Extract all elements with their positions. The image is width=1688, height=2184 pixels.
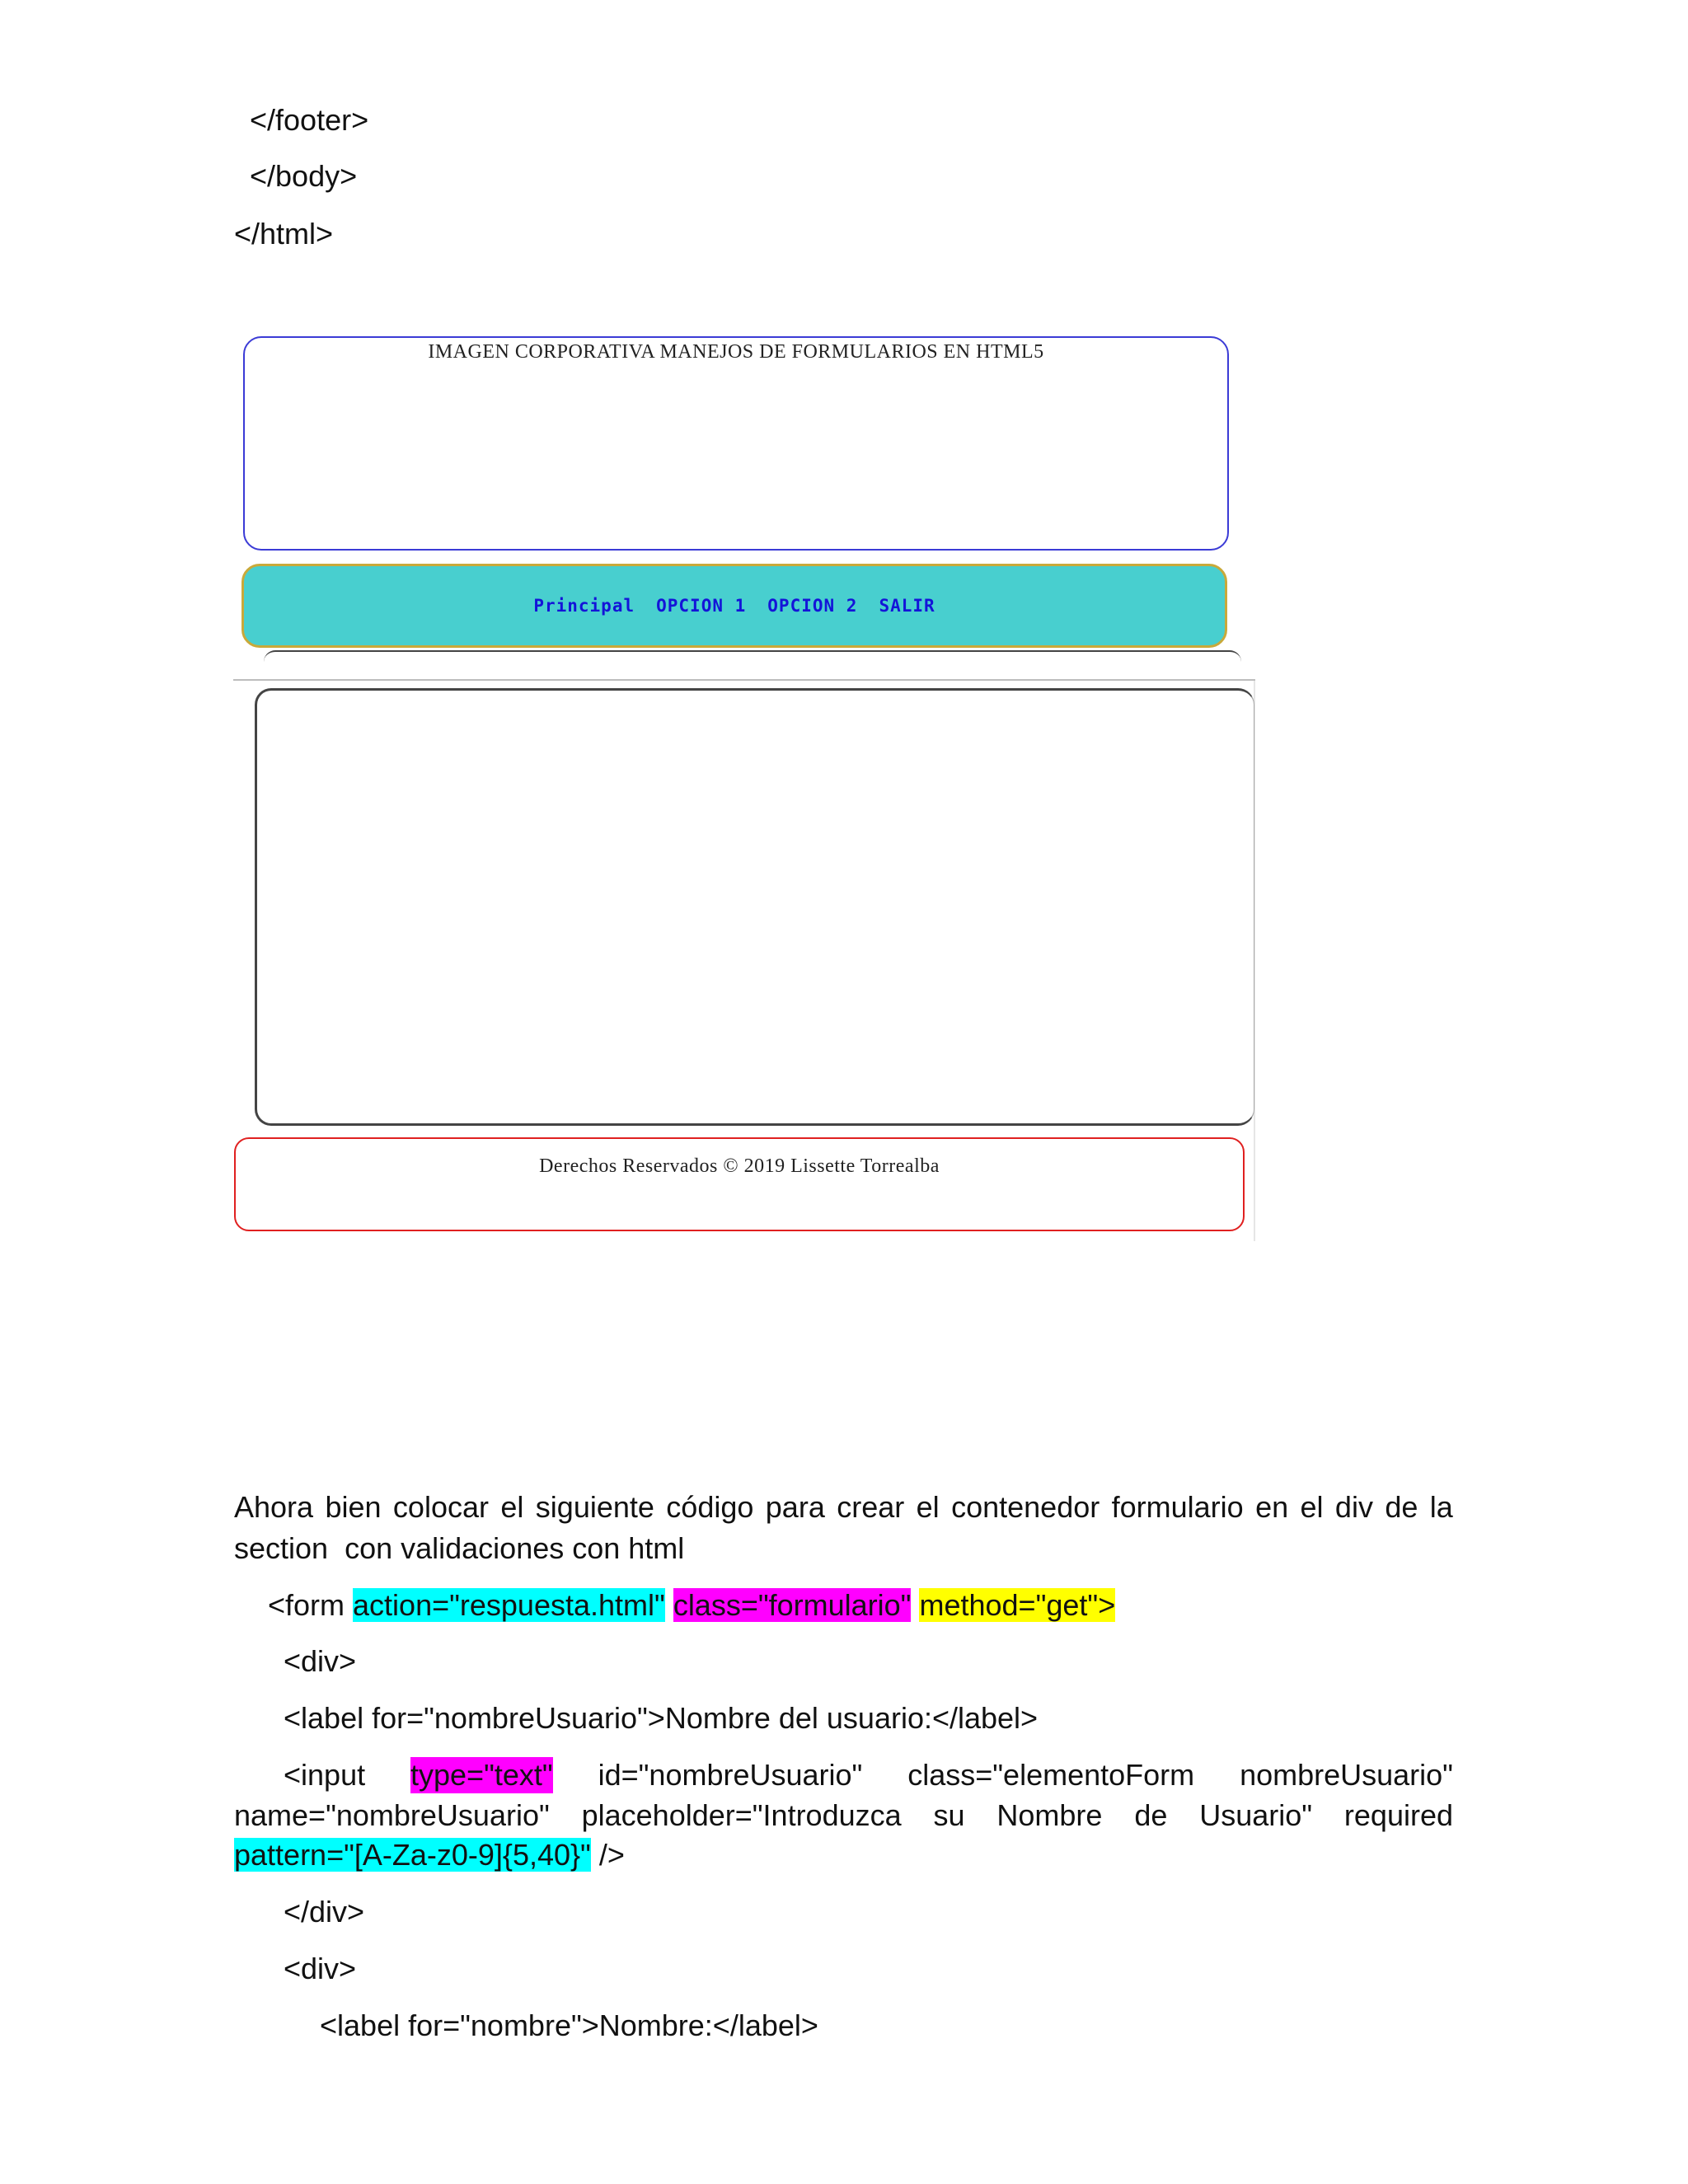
paragraph-line-2: section con validaciones con html <box>234 1531 685 1565</box>
paragraph-word: formulario <box>1111 1490 1244 1524</box>
code-form-class: class="formulario" <box>673 1588 912 1622</box>
code-word: Usuario" <box>1199 1798 1313 1832</box>
code-form-action: action="respuesta.html" <box>353 1588 665 1622</box>
section-box <box>255 688 1254 1126</box>
code-label-nombre: <label for="nombre">Nombre:</label> <box>320 2008 818 2042</box>
paragraph-word: el <box>500 1490 524 1524</box>
paragraph-word: Ahora <box>234 1490 314 1524</box>
code-body-close: </body> <box>250 159 358 193</box>
paragraph-word: la <box>1429 1490 1453 1524</box>
code-word: nombreUsuario" <box>1240 1758 1453 1792</box>
code-input-pattern: pattern="[A-Za-z0-9]{5,40}" <box>234 1838 591 1872</box>
code-footer-close: </footer> <box>250 103 369 137</box>
code-word: class="elementoForm <box>907 1758 1195 1792</box>
paragraph-word: bien <box>325 1490 382 1524</box>
nav-item-opcion-1[interactable]: OPCION 1 <box>656 596 747 616</box>
paragraph-word: div <box>1334 1490 1373 1524</box>
code-word: id="nombreUsuario" <box>598 1758 863 1792</box>
code-input-line-3 <box>234 1837 625 1873</box>
code-input-type: type="text" <box>410 1758 553 1792</box>
paragraph-word: el <box>1300 1490 1324 1524</box>
code-word: required <box>1343 1798 1453 1832</box>
code-word: su <box>933 1798 965 1832</box>
nav-bar <box>241 564 1227 648</box>
paragraph-word: para <box>765 1490 825 1524</box>
paragraph-word: contenedor <box>951 1490 1100 1524</box>
footer-text: Derechos Reservados © 2019 Lissette Torrealba <box>539 1155 940 1177</box>
code-html-close: </html> <box>234 217 334 251</box>
code-div-open-1: <div> <box>284 1644 357 1678</box>
footer-box <box>234 1137 1245 1231</box>
code-input-line-2 <box>234 1797 1453 1834</box>
code-word: Nombre <box>996 1798 1103 1832</box>
code-word: <input <box>284 1758 366 1792</box>
nav-item-principal[interactable]: Principal <box>533 596 635 616</box>
paragraph-word: en <box>1255 1490 1289 1524</box>
code-form-method: method="get"> <box>919 1588 1116 1622</box>
nav-item-opcion-2[interactable]: OPCION 2 <box>767 596 858 616</box>
code-form-open <box>268 1587 1115 1624</box>
code-label-usuario: <label for="nombreUsuario">Nombre del usuario:</label> <box>284 1701 1039 1735</box>
paragraph-line-1 <box>234 1488 1453 1526</box>
divider-line <box>233 679 1255 681</box>
code-div-open-2: <div> <box>284 1952 357 1985</box>
paragraph-word: siguiente <box>535 1490 654 1524</box>
nav-item-salir[interactable]: SALIR <box>879 596 935 616</box>
paragraph-word: código <box>666 1490 754 1524</box>
code-input-close: /> <box>590 1838 625 1872</box>
code-word: placeholder="Introduzca <box>581 1798 902 1832</box>
code-div-close-1: </div> <box>284 1895 365 1929</box>
code-word: name="nombreUsuario" <box>234 1798 550 1832</box>
section-top-curve <box>264 650 1241 662</box>
header-box <box>243 336 1229 551</box>
header-title: IMAGEN CORPORATIVA MANEJOS DE FORMULARIOS EN HTML5 <box>428 341 1044 363</box>
paragraph-word: el <box>916 1490 940 1524</box>
code-input-line-1 <box>284 1757 1453 1793</box>
code-word: de <box>1134 1798 1168 1832</box>
paragraph-word: colocar <box>392 1490 489 1524</box>
code-form-tag: <form <box>268 1588 354 1622</box>
paragraph-word: de <box>1385 1490 1418 1524</box>
paragraph-word: crear <box>837 1490 905 1524</box>
